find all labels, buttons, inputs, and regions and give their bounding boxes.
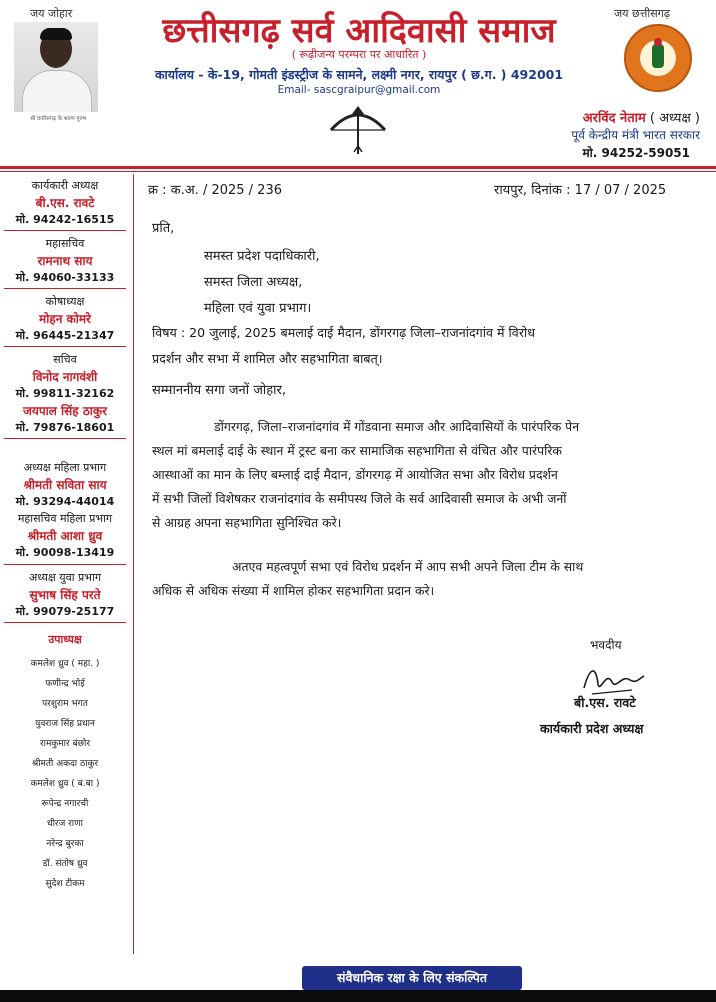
sidebar-separator bbox=[4, 346, 126, 347]
closing: भवदीय bbox=[590, 638, 622, 652]
sidebar-phone: मो. 94060-33133 bbox=[15, 271, 115, 284]
salutation: सम्माननीय सगा जनों जोहार, bbox=[152, 383, 286, 398]
vice-presidents-title: उपाध्यक्ष bbox=[48, 633, 82, 646]
greeting-right: जय छत्तीसगढ़ bbox=[614, 7, 671, 20]
sidebar-name: श्रीमती सविता साय bbox=[23, 478, 107, 492]
vice-president-item: सुदेश टीकम bbox=[45, 879, 85, 889]
sidebar-label: सचिव bbox=[53, 353, 77, 366]
vice-president-item: कमलेश ध्रुव ( ब.बा ) bbox=[30, 779, 100, 789]
recipient-line: समस्त जिला अध्यक्ष, bbox=[204, 275, 303, 290]
sidebar-name: श्रीमती आशा ध्रुव bbox=[27, 529, 103, 543]
president-post: पूर्व केन्द्रीय मंत्री भारत सरकार bbox=[571, 128, 700, 142]
vice-president-item: कमलेश ध्रुव ( महा. ) bbox=[30, 659, 100, 669]
sidebar-label: कार्यकारी अध्यक्ष bbox=[31, 179, 99, 192]
sidebar-separator bbox=[4, 230, 126, 231]
sidebar-phone: मो. 99079-25177 bbox=[15, 605, 115, 618]
sidebar-phone: मो. 93294-44014 bbox=[15, 495, 115, 508]
body-line: से आग्रह अपना सहभागिता सुनिश्चित करे। bbox=[152, 515, 342, 530]
letter-date: रायपुर, दिनांक : 17 / 07 / 2025 bbox=[494, 183, 667, 198]
vice-president-item: फणीन्द्र भोई bbox=[45, 679, 85, 689]
society-seal-icon bbox=[624, 24, 692, 92]
sidebar-name: रामनाथ साय bbox=[37, 254, 93, 268]
office-bearers-sidebar bbox=[0, 174, 130, 954]
sidebar-separator bbox=[4, 564, 126, 565]
sidebar-phone: मो. 99811-32162 bbox=[15, 387, 115, 400]
letter-to: प्रति, bbox=[152, 221, 175, 236]
recipient-line: समस्त प्रदेश पदाधिकारी, bbox=[204, 249, 320, 264]
footer-bar bbox=[0, 990, 716, 1002]
sidebar-name: जयपाल सिंह ठाकुर bbox=[22, 404, 108, 418]
sidebar-phone: मो. 79876-18601 bbox=[15, 421, 115, 434]
body-line: डोंगरगढ़, जिला–राजनांदगांव में गोंडवाना समाज और आदिवासियों के पारंपरिक पेन bbox=[214, 419, 580, 434]
sidebar-name: विनोद नागवंशी bbox=[32, 370, 98, 384]
body-line: में सभी जिलों विशेषकर राजनांदगांव के समीपस्थ जिले के सर्व आदिवासी समाज के अभी जनों bbox=[152, 491, 567, 506]
sidebar-separator bbox=[4, 438, 126, 439]
sidebar-name: मोहन कोमरे bbox=[39, 312, 91, 326]
organization-tagline: ( रूढ़ीजन्य परम्परा पर आधारित ) bbox=[291, 48, 427, 61]
sidebar-label: महासचिव bbox=[45, 237, 85, 250]
sidebar-label: कोषाध्यक्ष bbox=[45, 295, 85, 308]
vice-president-item: नरेन्द्र बुरका bbox=[46, 839, 84, 849]
recipient-line: महिला एवं युवा प्रभाग। bbox=[204, 301, 312, 316]
body-line: आस्थाओं का मान के लिए बम्लाई दाई मैदान, डोंगरगढ़ में आयोजित सभा और विरोध प्रदर्शन bbox=[152, 467, 558, 482]
vice-president-item: युवराज सिंह प्रधान bbox=[35, 719, 95, 729]
sidebar-separator bbox=[4, 288, 126, 289]
header-divider bbox=[0, 166, 716, 169]
header-divider-thin bbox=[0, 171, 716, 172]
president-name bbox=[430, 108, 700, 126]
greeting-left: जय जोहार bbox=[30, 7, 73, 20]
vice-president-item: श्रीमती अकदा ठाकुर bbox=[31, 759, 99, 769]
bow-and-arrow-icon bbox=[325, 104, 391, 156]
sidebar-label: महासचिव महिला प्रभाग bbox=[17, 512, 113, 525]
sidebar-separator bbox=[4, 622, 126, 623]
body-line: अधिक से अधिक संख्या में शामिल होकर सहभागिता प्रदान करे। bbox=[152, 583, 435, 598]
president-role: ( अध्यक्ष ) bbox=[649, 111, 700, 126]
president-phone: मो. 94252-59051 bbox=[582, 146, 690, 160]
office-email: Email- sascgraipur@gmail.com bbox=[277, 84, 441, 96]
sidebar-name: बी.एस. रावटे bbox=[35, 196, 95, 210]
subject-line: प्रदर्शन और सभा में शामिल और सहभागिता बाबत्। bbox=[152, 351, 383, 366]
body-line: स्थल मां बमलाई दाई के स्थान में ट्रस्ट बना कर सामाजिक सहभागिता से वंचित और पारंपरिक bbox=[152, 443, 562, 458]
sidebar-divider bbox=[133, 174, 134, 954]
sidebar-phone: मो. 94242-16515 bbox=[15, 213, 115, 226]
vice-president-item: परशुराम भगत bbox=[42, 699, 88, 709]
organization-title: छत्तीसगढ़ सर्व आदिवासी समाज bbox=[162, 11, 556, 51]
vice-president-item: धीरज राणा bbox=[47, 819, 83, 829]
sidebar-phone: मो. 90098-13419 bbox=[15, 546, 115, 559]
vice-president-item: रामकुमार बंछोर bbox=[39, 739, 91, 749]
office-address: कार्यालय - के-19, गोमती इंडस्ट्रीज के सामने, लक्ष्मी नगर, रायपुर ( छ.ग. ) 492001 bbox=[154, 67, 564, 82]
leader-photo bbox=[14, 22, 98, 112]
signer-title: कार्यकारी प्रदेश अध्यक्ष bbox=[540, 721, 644, 736]
president-name-text: अरविंद नेताम bbox=[582, 111, 646, 126]
sidebar-label: अध्यक्ष युवा प्रभाग bbox=[28, 571, 102, 584]
vice-president-item: डॉ. संतोष ध्रुव bbox=[42, 859, 88, 869]
vice-president-item: रूपेन्द्र नगारची bbox=[41, 799, 89, 809]
signer-name: बी.एस. रावटे bbox=[574, 695, 636, 710]
sidebar-phone: मो. 96445-21347 bbox=[15, 329, 115, 342]
subject-line: विषय : 20 जुलाई, 2025 बमलाई दाई मैदान, डोंगरगढ़ जिला–राजनांदगांव में विरोध bbox=[152, 325, 535, 340]
reference-number: क्र : क.अ. / 2025 / 236 bbox=[148, 183, 282, 198]
photo-caption: श्री छत्तीसगढ़ के श्रवण पुरुष bbox=[29, 116, 87, 122]
footer-banner: संवैधानिक रक्षा के लिए संकल्पित bbox=[302, 966, 522, 990]
sidebar-name: सुभाष सिंह परते bbox=[29, 588, 101, 602]
body-line: अतएव महत्वपूर्ण सभा एवं विरोध प्रदर्शन में आप सभी अपने जिला टीम के साथ bbox=[232, 559, 584, 574]
sidebar-label: अध्यक्ष महिला प्रभाग bbox=[23, 461, 107, 474]
